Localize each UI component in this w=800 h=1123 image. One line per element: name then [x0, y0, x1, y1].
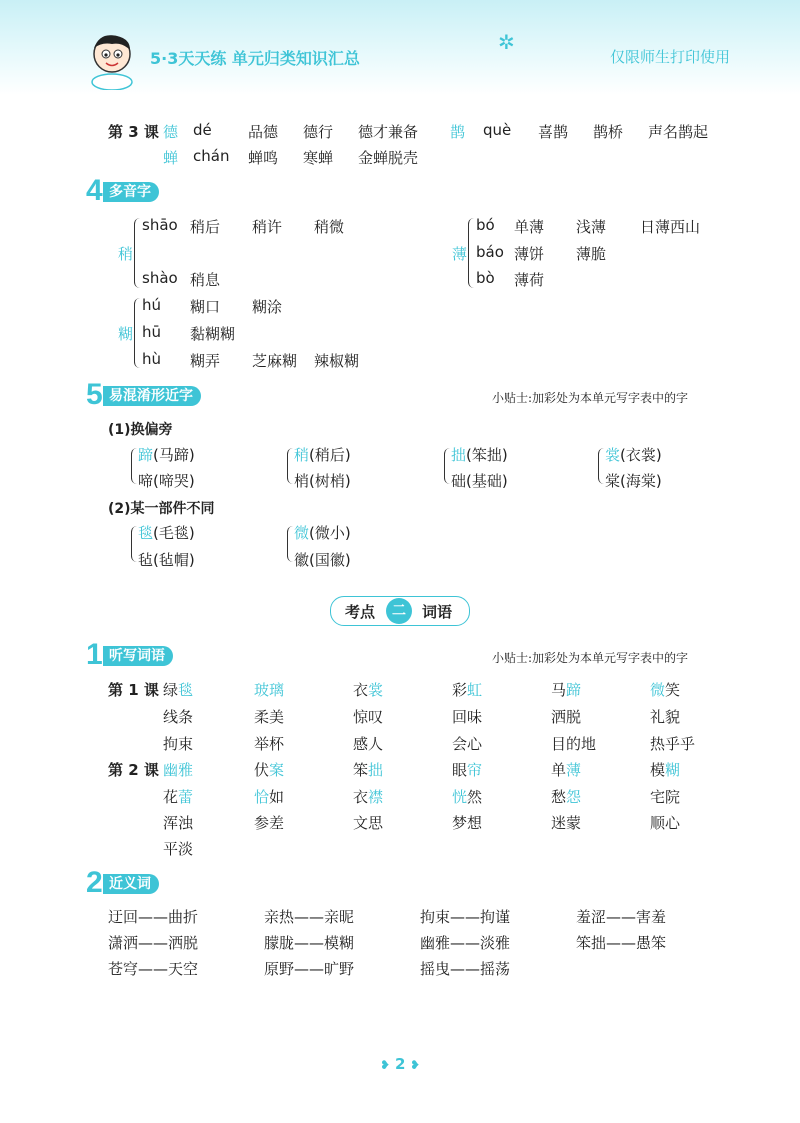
pinyin-chan: chán — [193, 147, 230, 165]
dict-word: 目的地 — [551, 735, 597, 753]
word: 糊涂 — [252, 298, 283, 316]
dict-word: 愁怨 — [551, 788, 582, 806]
word: 单薄 — [514, 218, 545, 236]
dict-word: 举杯 — [254, 735, 285, 753]
word: 辣椒糊 — [314, 352, 360, 370]
brace — [444, 448, 450, 484]
dict-word: 笨拙 — [353, 761, 384, 779]
dict-word: 伏案 — [254, 761, 285, 779]
dict-word: 眼帘 — [452, 761, 483, 779]
dict-word: 恰如 — [254, 788, 285, 806]
char-pair-a: 毯(毛毯) — [138, 524, 195, 542]
word: 品德 — [248, 123, 279, 141]
dict-word: 迷蒙 — [551, 814, 582, 832]
synonym-pair: 原野——旷野 — [264, 960, 355, 978]
dict-word: 模糊 — [650, 761, 681, 779]
subsection-1: (1)换偏旁 — [108, 422, 173, 438]
dict-word: 马蹄 — [551, 681, 582, 699]
dict-word: 礼貌 — [650, 708, 681, 726]
brace — [131, 526, 137, 562]
brace — [134, 298, 140, 368]
word: 德才兼备 — [358, 123, 419, 141]
word: 鹊桥 — [593, 123, 624, 141]
synonym-pair: 笨拙——愚笨 — [576, 934, 667, 952]
synonym-pair: 朦胧——模糊 — [264, 934, 355, 952]
dict-word: 平淡 — [163, 840, 194, 858]
pinyin: hù — [142, 350, 162, 368]
dict-word: 感人 — [353, 735, 384, 753]
word: 蝉鸣 — [248, 149, 279, 167]
dict-word: 微笑 — [650, 681, 681, 699]
dict-word: 浑浊 — [163, 814, 194, 832]
synonyms-title: 近义词 — [103, 874, 159, 894]
kaodian-left: 考点 — [345, 603, 376, 621]
dict-word: 文思 — [353, 814, 384, 832]
word: 声名鹊起 — [648, 123, 709, 141]
dict-word: 宅院 — [650, 788, 681, 806]
synonym-pair: 苍穹——天空 — [108, 960, 199, 978]
kaodian-right: 词语 — [422, 603, 453, 621]
section-5-title: 易混淆形近字 — [103, 386, 201, 406]
dict-word: 热乎乎 — [650, 735, 696, 753]
word: 薄饼 — [514, 245, 545, 263]
dict-word: 惊叹 — [353, 708, 384, 726]
dict-word: 彩虹 — [452, 681, 483, 699]
pinyin: shāo — [142, 216, 178, 234]
header-note: 仅限师生打印使用 — [610, 48, 731, 66]
pinyin: hū — [142, 323, 162, 341]
kaodian-number: 二 — [386, 598, 412, 624]
synonym-pair: 迂回——曲折 — [108, 908, 199, 926]
pinyin: hú — [142, 296, 162, 314]
dict-word: 衣襟 — [353, 788, 384, 806]
char-pair-a: 蹄(马蹄) — [138, 446, 195, 464]
dictation-title: 听写词语 — [103, 646, 173, 666]
word: 浅薄 — [576, 218, 607, 236]
char-shao: 稍 — [118, 245, 134, 263]
pinyin: bó — [476, 216, 495, 234]
char-bao: 薄 — [452, 245, 468, 263]
lesson1-label: 第 1 课 — [108, 681, 159, 699]
word: 芝麻糊 — [252, 352, 298, 370]
word: 薄荷 — [514, 271, 545, 289]
footer-left-ornament-icon: ❥ — [380, 1058, 391, 1072]
brace — [598, 448, 604, 484]
char-pair-a: 稍(稍后) — [294, 446, 351, 464]
pinyin-que: què — [483, 121, 512, 139]
pinyin: shào — [142, 269, 178, 287]
word: 稍息 — [190, 271, 221, 289]
synonym-pair: 羞涩——害羞 — [576, 908, 667, 926]
word: 糊弄 — [190, 352, 221, 370]
section-4-title: 多音字 — [103, 182, 159, 202]
dict-word: 拘束 — [163, 735, 194, 753]
page-number: 2 — [395, 1055, 406, 1073]
footer-right-ornament-icon: ❥ — [410, 1058, 421, 1072]
char-de: 德 — [163, 123, 179, 141]
synonym-pair: 摇曳——摇荡 — [420, 960, 511, 978]
dict-word: 幽雅 — [163, 761, 194, 779]
char-hu: 糊 — [118, 325, 134, 343]
pinyin-de: dé — [193, 121, 212, 139]
word: 黏糊糊 — [190, 325, 236, 343]
word: 寒蝉 — [303, 149, 334, 167]
dict-word: 绿毯 — [163, 681, 194, 699]
dict-word: 回味 — [452, 708, 483, 726]
lesson3-label: 第 3 课 — [108, 123, 159, 141]
star-icon: ✲ — [498, 30, 515, 54]
dict-word: 花蕾 — [163, 788, 194, 806]
char-pair-b: 毡(毡帽) — [138, 551, 195, 569]
char-pair-b: 徽(国徽) — [294, 551, 351, 569]
synonym-pair: 幽雅——淡雅 — [420, 934, 511, 952]
char-pair-a: 微(微小) — [294, 524, 351, 542]
dict-word: 玻璃 — [254, 681, 285, 699]
char-pair-b: 棠(海棠) — [605, 472, 662, 490]
char-chan: 蝉 — [163, 149, 179, 167]
word: 稍微 — [314, 218, 345, 236]
char-pair-a: 裳(衣裳) — [605, 446, 662, 464]
char-pair-b: 础(基础) — [451, 472, 508, 490]
section-4-number: 4 — [86, 174, 103, 207]
dict-word: 衣裳 — [353, 681, 384, 699]
char-pair-b: 啼(啼哭) — [138, 472, 195, 490]
dict-word: 洒脱 — [551, 708, 582, 726]
synonym-pair: 拘束——拘谨 — [420, 908, 511, 926]
dict-word: 顺心 — [650, 814, 681, 832]
word: 稍后 — [190, 218, 221, 236]
word: 稍许 — [252, 218, 283, 236]
char-pair-a: 拙(笨拙) — [451, 446, 508, 464]
dict-word: 线条 — [163, 708, 194, 726]
char-pair-b: 梢(树梢) — [294, 472, 351, 490]
header-title: 5·3天天练 单元归类知识汇总 — [150, 49, 360, 68]
pinyin: bò — [476, 269, 495, 287]
pinyin: báo — [476, 243, 504, 261]
mascot-icon — [82, 28, 144, 90]
section-5-number: 5 — [86, 378, 103, 411]
dict-word: 恍然 — [452, 788, 483, 806]
char-que: 鹊 — [450, 123, 466, 141]
dictation-number: 1 — [86, 638, 103, 671]
word: 德行 — [303, 123, 334, 141]
subsection-2: (2)某一部件不同 — [108, 501, 215, 517]
word: 喜鹊 — [538, 123, 569, 141]
word: 薄脆 — [576, 245, 607, 263]
synonym-pair: 亲热——亲昵 — [264, 908, 355, 926]
dict-word: 参差 — [254, 814, 285, 832]
tip-note: 小贴士:加彩处为本单元写字表中的字 — [492, 651, 689, 665]
brace — [287, 526, 293, 562]
word: 糊口 — [190, 298, 221, 316]
dict-word: 会心 — [452, 735, 483, 753]
brace — [131, 448, 137, 484]
dict-word: 柔美 — [254, 708, 285, 726]
dict-word: 梦想 — [452, 814, 483, 832]
synonyms-number: 2 — [86, 866, 103, 899]
dict-word: 单薄 — [551, 761, 582, 779]
tip-note: 小贴士:加彩处为本单元写字表中的字 — [492, 391, 689, 405]
brace — [287, 448, 293, 484]
word: 金蝉脱壳 — [358, 149, 419, 167]
word: 日薄西山 — [640, 218, 701, 236]
brace — [134, 218, 140, 288]
brace — [468, 218, 474, 288]
lesson2-label: 第 2 课 — [108, 761, 159, 779]
synonym-pair: 潇洒——洒脱 — [108, 934, 199, 952]
